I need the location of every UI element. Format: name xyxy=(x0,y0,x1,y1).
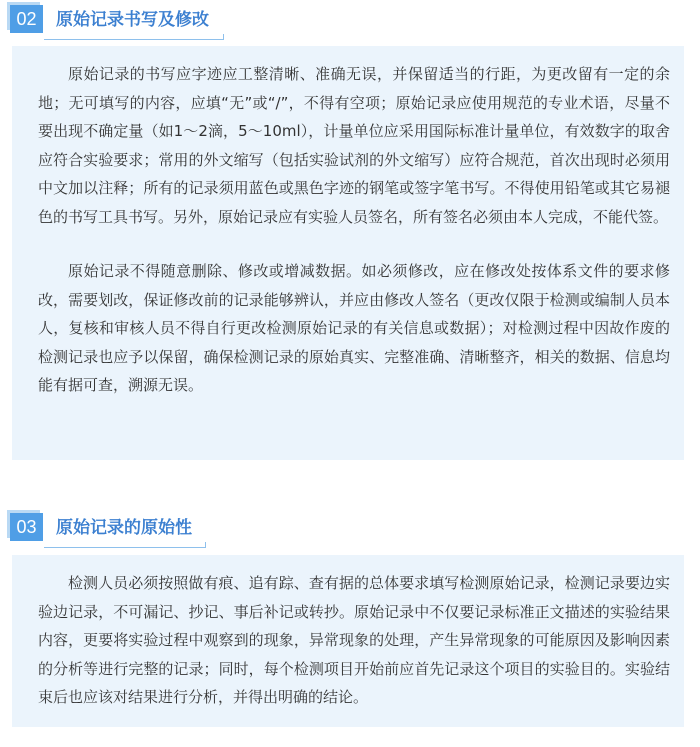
title-underline xyxy=(44,39,224,40)
paragraph: 检测人员必须按照做有痕、追有踪、查有据的总体要求填写检测原始记录，检测记录要边实验边记录，不可漏记、抄记、事后补记或转抄。原始记录中不仅要记录标准正文描述的实验结果内容，更要将实验过程中观察到的现象，异常现象的处理，产生异常现象的可能原因及影响因素的分析等进行完整的记录；同时，每个检测项目开始前应首先记录这个项目的实验目的。实验结束后也应该对结果进行分析，并得出明确的结论。 xyxy=(38,574,670,706)
section-03 xyxy=(0,508,700,706)
section-title: 原始记录的原始性 xyxy=(56,518,192,538)
title-underline-end xyxy=(205,542,206,548)
section-header xyxy=(0,508,700,544)
title-underline xyxy=(44,547,206,548)
paragraph: 原始记录不得随意删除、修改或增减数据。如必须修改，应在修改处按体系文件的要求修改，需要划改，保证修改前的记录能够辨认，并应由修改人签名（更改仅限于检测或编制人员本人，复核和审核人员不得自行更改检测原始记录的有关信息或数据）；对检测过程中因故作废的检测记录也应予以保留，确保检测记录的原始真实、完整准确、清晰整齐，相关的数据、信息均能有据可查，溯源无误。 xyxy=(38,262,670,394)
title-underline-end xyxy=(223,34,224,40)
paragraph: 原始记录的书写应字迹应工整清晰、准确无误，并保留适当的行距，为更改留有一定的余地；无可填写的内容，应填“无”或“/”，不得有空项；原始记录应使用规范的专业术语，尽量不要出现不确定量（如1～2滴，5～10ml），计量单位应采用国际标准计量单位，有效数字的取舍应符合实验要求；常用的外文缩写（包括实验试剂的外文缩写）应符合规范，首次出现时必须用中文加以注释；所有的记录须用蓝色或黑色字迹的钢笔或签字笔书写。不得使用铅笔或其它易褪色的书写工具书写。另外，原始记录应有实验人员签名，所有签名必须由本人完成，不能代签。 xyxy=(38,65,670,226)
section-number-badge: 02 xyxy=(10,5,43,33)
section-body xyxy=(12,46,684,460)
section-header xyxy=(0,0,700,36)
section-title: 原始记录书写及修改 xyxy=(56,10,209,30)
section-number-badge: 03 xyxy=(10,513,43,541)
section-body xyxy=(12,555,684,727)
